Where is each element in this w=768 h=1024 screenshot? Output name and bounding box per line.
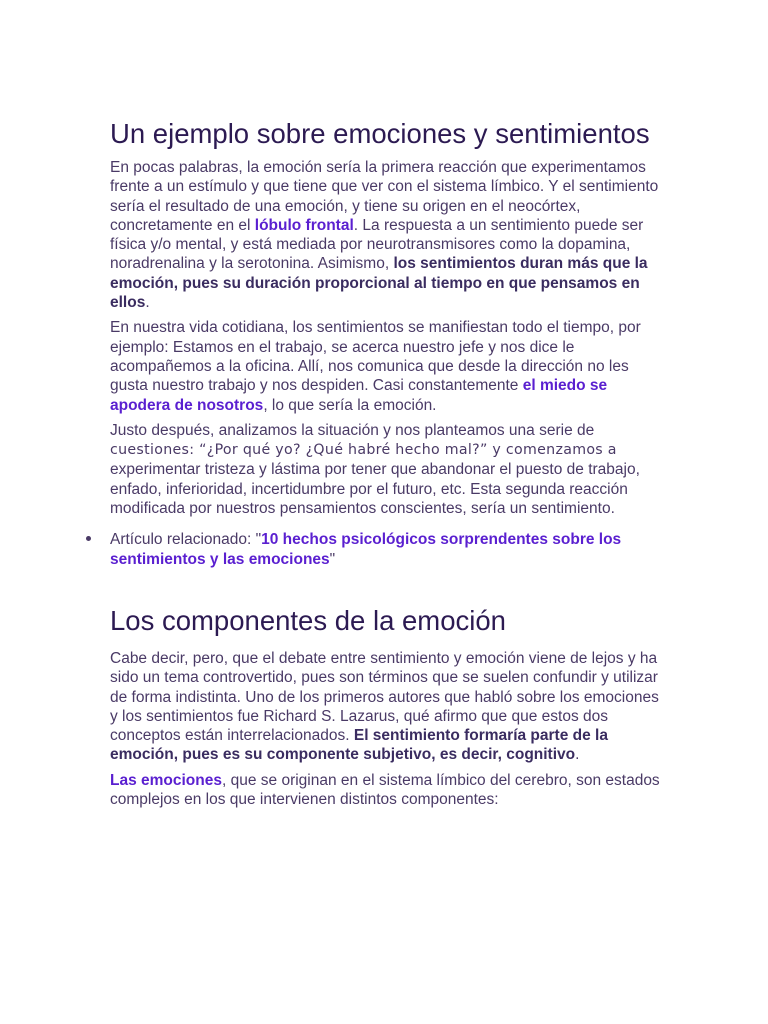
- related-articles-list: [110, 530, 666, 569]
- related-prefix: Artículo relacionado: ": [110, 531, 262, 549]
- link-lobulo-frontal[interactable]: lóbulo frontal: [254, 216, 354, 234]
- paragraph: [110, 158, 666, 312]
- paragraph: [110, 421, 666, 518]
- list-item: [110, 530, 666, 569]
- paragraph-text: , que se originan en el sistema límbico del cerebro, son estados complejos en los que intervienen distintos componentes:: [110, 771, 660, 809]
- paragraph-text: En pocas palabras, la emoción sería la primera reacción que experimentamos frente a un estímulo y que tiene que ver con el sistema límbico. Y el sentimiento sería el resultado de una emoción, y tiene su origen en el neocórtex, concretamente en el: [110, 159, 659, 234]
- link-related-article[interactable]: 10 hechos psicológicos sorprendentes sobre los sentimientos y las emociones: [110, 531, 622, 568]
- paragraph: [110, 318, 666, 414]
- paragraph-text: experimentar tristeza y lástima por tener que abandonar el puesto de trabajo, enfado, inferioridad, incertidumbre por el futuro, etc. Esta segunda reacción modificada por nuestros pensamientos conscientes, sería un sentimiento.: [110, 461, 640, 518]
- link-las-emociones[interactable]: Las emociones: [110, 771, 222, 789]
- article-content: [110, 118, 666, 815]
- related-suffix: ": [329, 550, 336, 568]
- paragraph-text: En nuestra vida cotidiana, los sentimientos se manifiestan todo el tiempo, por ejemplo: Estamos en el trabajo, se acerca nuestro jefe y nos dice le acompañemos a la oficina. Allí, nos comunica que desde la dirección no les gusta nuestro trabajo y nos despiden. Casi constantemente: [110, 319, 641, 395]
- bold-text: los sentimientos duran más que la emoción, pues su duración proporcional al tiempo en que pensamos en ellos: [110, 255, 648, 312]
- section-heading-ejemplo: Un ejemplo sobre emociones y sentimientos: [110, 118, 650, 149]
- paragraph-text: Justo después, analizamos la situación y nos planteamos una serie de: [110, 421, 595, 439]
- paragraph-text: , lo que sería la emoción.: [263, 396, 437, 414]
- bullet-icon: [86, 536, 91, 541]
- paragraph: [110, 771, 666, 810]
- link-miedo[interactable]: el miedo se apodera de nosotros: [110, 377, 608, 414]
- paragraph: [110, 649, 666, 765]
- paragraph-text: .: [575, 746, 580, 764]
- paragraph-text: Cabe decir, pero, que el debate entre sentimiento y emoción viene de lejos y ha sido un tema controvertido, pues son términos que se suelen confundir y utilizar de forma indistinta. Uno de los primeros autores que habló sobre los emociones y los sentimientos fue Richard S. Lazarus, qué afirmo que que estos dos conceptos están interrelacionados.: [110, 649, 659, 745]
- paragraph-text-monospace: cuestiones: “¿Por qué yo? ¿Qué habré hecho mal?” y comenzamos a: [110, 442, 617, 459]
- section-heading-componentes: Los componentes de la emoción: [110, 604, 506, 636]
- paragraph-text: .: [145, 294, 150, 312]
- paragraph-text: . La respuesta a un sentimiento puede ser física y/o mental, y está mediada por neurotransmisores como la dopamina, noradrenalina y la serotonina. Asimismo,: [110, 216, 644, 273]
- bold-text: El sentimiento formaría parte de la emoción, pues es su componente subjetivo, es decir, cognitivo: [110, 727, 608, 764]
